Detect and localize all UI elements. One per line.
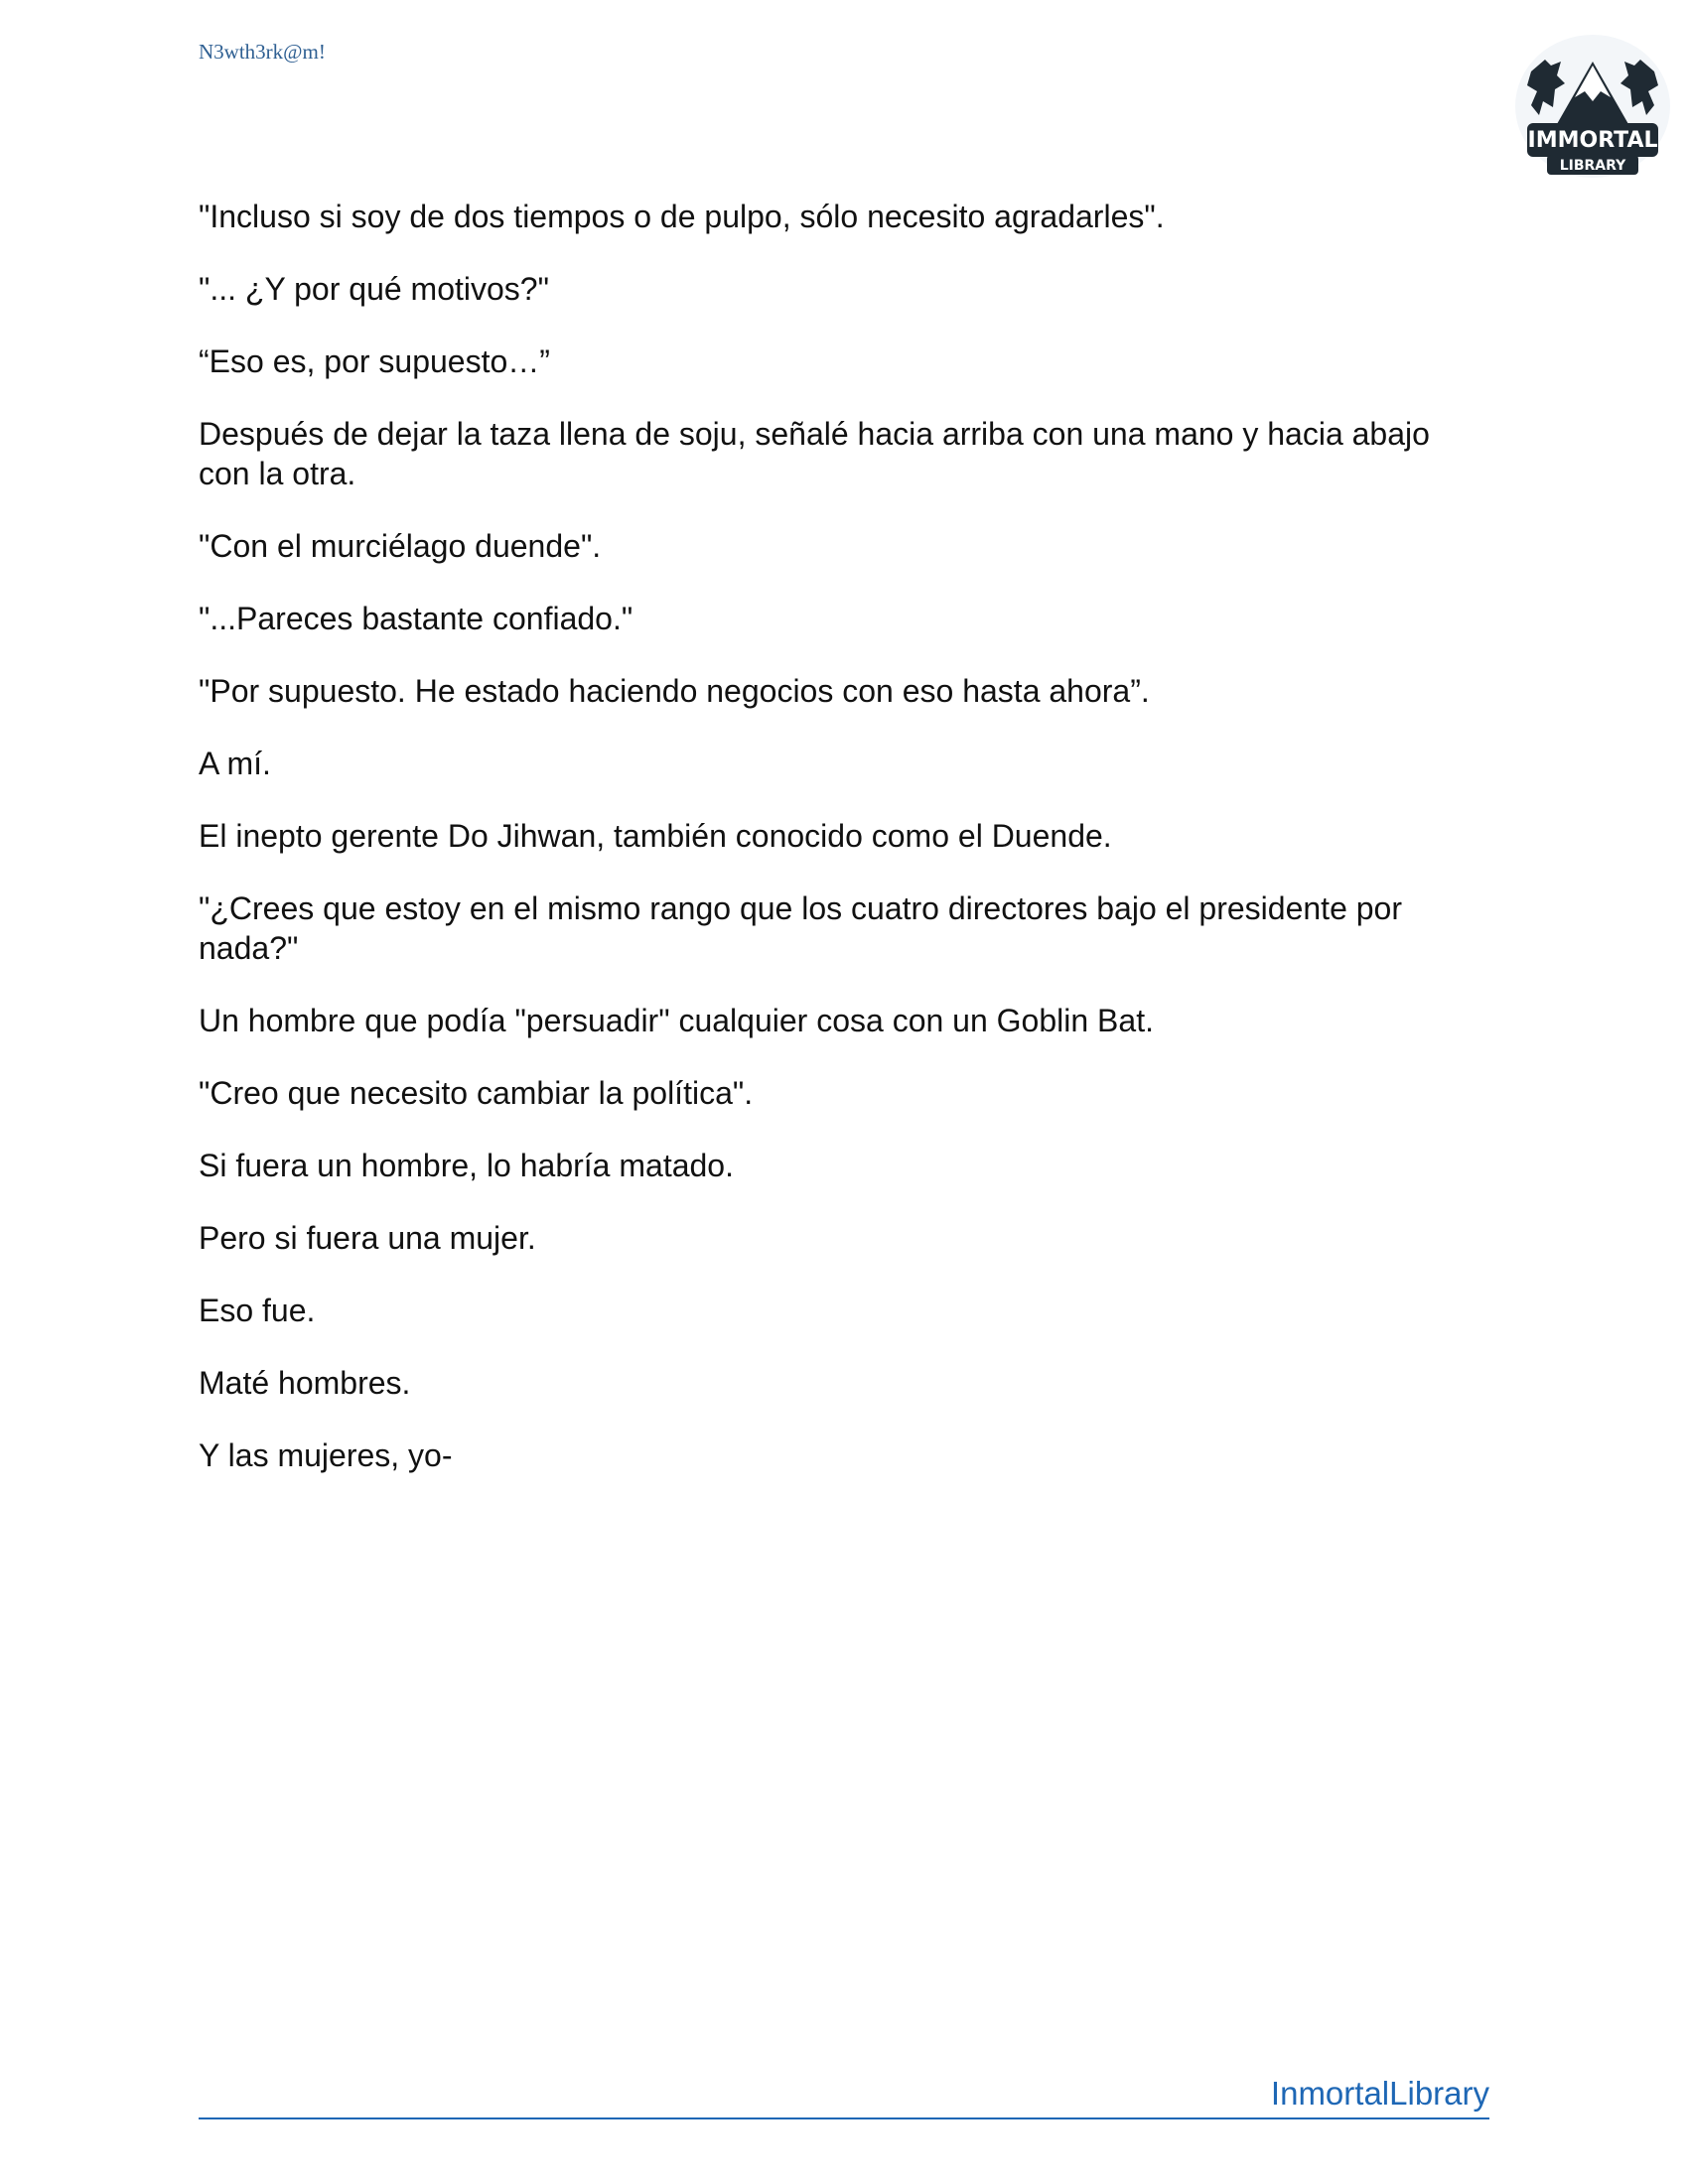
footer-divider bbox=[199, 2117, 1489, 2119]
paragraph: El inepto gerente Do Jihwan, también conocido como el Duende. bbox=[199, 818, 1112, 854]
paragraph: Después de dejar la taza llena de soju, señalé hacia arriba con una mano y hacia abajo con la otra. bbox=[199, 416, 1430, 491]
paragraph: Pero si fuera una mujer. bbox=[199, 1220, 536, 1256]
paragraph: A mí. bbox=[199, 746, 271, 781]
paragraph: "... ¿Y por qué motivos?" bbox=[199, 271, 549, 307]
paragraph: Y las mujeres, yo- bbox=[199, 1437, 453, 1473]
paragraph: "...Pareces bastante confiado." bbox=[199, 601, 633, 636]
paragraph: Eso fue. bbox=[199, 1293, 316, 1328]
immortal-library-logo bbox=[1513, 32, 1672, 181]
document-body bbox=[199, 197, 1489, 1508]
paragraph: Un hombre que podía "persuadir" cualquier cosa con un Goblin Bat. bbox=[199, 1003, 1154, 1038]
logo-text-line1: IMMORTAL bbox=[1527, 128, 1658, 153]
paragraph: "Creo que necesito cambiar la política". bbox=[199, 1075, 754, 1111]
logo-text-line2: LIBRARY bbox=[1559, 158, 1626, 174]
header-note: N3wth3rk@m! bbox=[199, 40, 326, 64]
paragraph: "Por supuesto. He estado haciendo negocios con eso hasta ahora”. bbox=[199, 673, 1150, 709]
paragraph: “Eso es, por supuesto…” bbox=[199, 343, 550, 379]
footer-link[interactable]: InmortalLibrary bbox=[1270, 2075, 1489, 2112]
paragraph: Si fuera un hombre, lo habría matado. bbox=[199, 1148, 734, 1183]
logo-emblem bbox=[1513, 32, 1672, 181]
paragraph: "¿Crees que estoy en el mismo rango que los cuatro directores bajo el presidente por nada?" bbox=[199, 890, 1402, 966]
paragraph: "Con el murciélago duende". bbox=[199, 528, 602, 564]
paragraph: "Incluso si soy de dos tiempos o de pulpo, sólo necesito agradarles". bbox=[199, 199, 1165, 234]
paragraph: Maté hombres. bbox=[199, 1365, 411, 1401]
